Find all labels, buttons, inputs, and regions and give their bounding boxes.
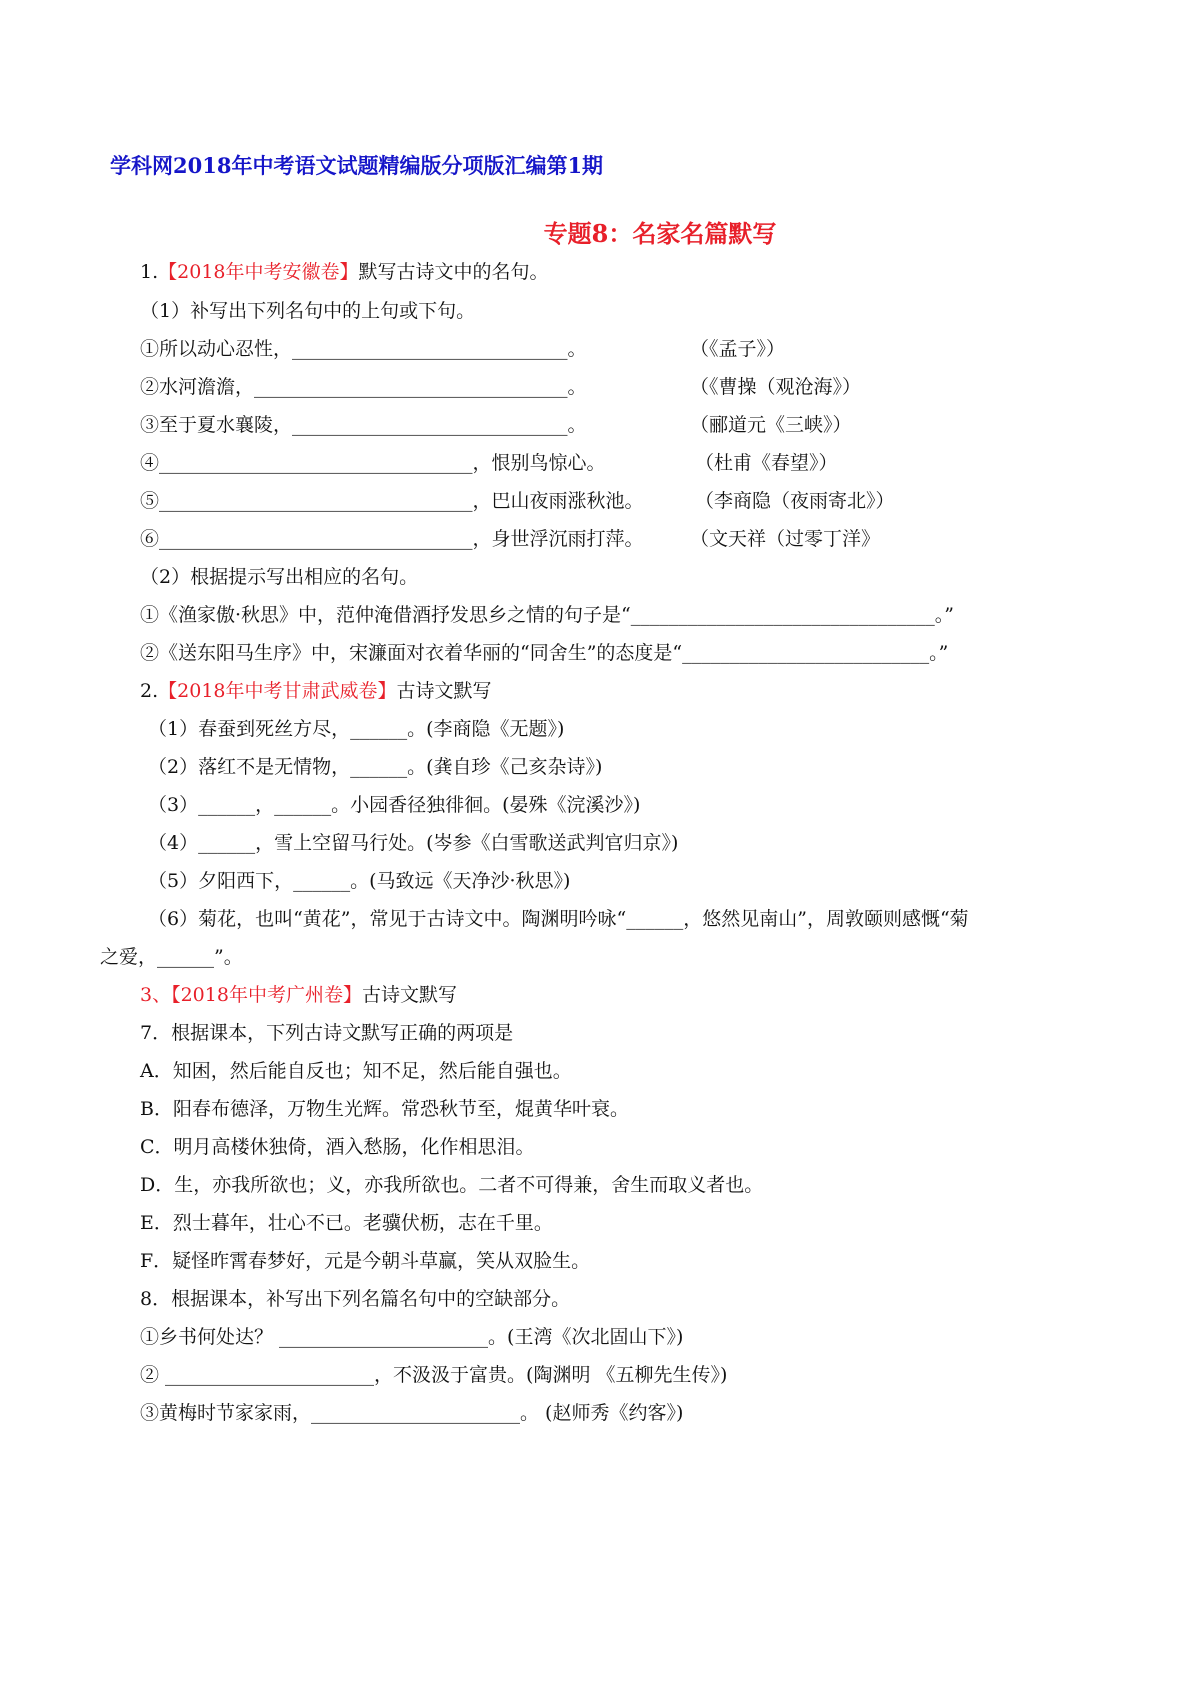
q1-item-6-source: （文天祥（过零丁洋》 bbox=[690, 528, 881, 550]
q7-option-c: C．明月高楼休独倚，酒入愁肠，化作相思泪。 bbox=[140, 1136, 535, 1158]
q1-item-5-source: （李商隐（夜雨寄北》） bbox=[695, 490, 895, 512]
q1-item-3: ③至于夏水襄陵，_____________________________。 bbox=[140, 414, 587, 436]
q1-part2-item-1: ①《渔家傲·秋思》中，范仲淹借酒抒发思乡之情的句子是“________________________________。” bbox=[140, 604, 954, 626]
q1-item-2-source: （《曹操（观沧海》） bbox=[690, 376, 862, 398]
question-2-tag: 【2018年中考甘肃武威卷】 bbox=[158, 680, 397, 702]
q2-item-6-continued: 之爱，______”。 bbox=[100, 946, 243, 968]
q1-item-2: ②水河澹澹，_________________________________。 bbox=[140, 376, 587, 398]
q8-item-1: ①乡书何处达？ ______________________。(王湾《次北固山下》) bbox=[140, 1326, 684, 1348]
q2-item-5: （5）夕阳西下，______。(马致远《天净沙·秋思》) bbox=[148, 870, 571, 892]
q7-option-d: D．生，亦我所欲也；义，亦我所欲也。二者不可得兼，舍生而取义者也。 bbox=[140, 1174, 764, 1196]
q2-item-1: （1）春蚕到死丝方尽，______。(李商隐《无题》) bbox=[148, 718, 565, 740]
q3-question-7: 7．根据课本，下列古诗文默写正确的两项是 bbox=[140, 1022, 514, 1044]
q8-item-2: ② ______________________，不汲汲于富贵。(陶渊明 《五柳先生传》) bbox=[140, 1364, 728, 1386]
q2-item-6: （6）菊花，也叫“黄花”，常见于古诗文中。陶渊明吟咏“______，悠然见南山”，周敦颐则感慨“菊 bbox=[148, 908, 969, 930]
collection-header: 学科网2018年中考语文试题精编版分项版汇编第1期 bbox=[110, 153, 604, 178]
q1-item-4: ④_________________________________，恨别鸟惊心。 bbox=[140, 452, 606, 474]
q7-option-e: E．烈士暮年，壮心不已。老骥伏枥，志在千里。 bbox=[140, 1212, 553, 1234]
q1-part2-item-2: ②《送东阳马生序》中，宋濂面对衣着华丽的“同舍生”的态度是“__________________________。” bbox=[140, 642, 949, 664]
q8-item-3: ③黄梅时节家家雨，______________________。 (赵师秀《约客》) bbox=[140, 1402, 684, 1424]
q7-option-b: B．阳春布德泽，万物生光辉。常恐秋节至，焜黄华叶衰。 bbox=[140, 1098, 629, 1120]
q3-question-8: 8．根据课本，补写出下列名篇名句中的空缺部分。 bbox=[140, 1288, 571, 1310]
question-1-tag: 【2018年中考安徽卷】 bbox=[158, 261, 359, 283]
q2-item-3: （3）______，______。小园香径独徘徊。(晏殊《浣溪沙》) bbox=[148, 794, 641, 816]
q1-part-1: （1）补写出下列名句中的上句或下句。 bbox=[140, 300, 476, 322]
question-3-tag: 【2018年中考广州卷】 bbox=[171, 984, 362, 1006]
q2-item-2: （2）落红不是无情物，______。(龚自珍《己亥杂诗》) bbox=[148, 756, 603, 778]
question-1-heading: 1.【2018年中考安徽卷】默写古诗文中的名句。 bbox=[140, 261, 549, 283]
q7-option-f: F．疑怪昨霄春梦好，元是今朝斗草赢，笑从双脸生。 bbox=[140, 1250, 591, 1272]
topic-title: 专题8：名家名篇默写 bbox=[543, 219, 777, 248]
q1-item-1: ①所以动心忍性，_____________________________。 bbox=[140, 338, 587, 360]
q7-option-a: A．知困，然后能自反也；知不足，然后能自强也。 bbox=[140, 1060, 572, 1082]
q1-item-4-source: （杜甫《春望》） bbox=[695, 452, 838, 474]
question-3-heading: 3、【2018年中考广州卷】古诗文默写 bbox=[140, 984, 457, 1006]
q1-part-2: （2）根据提示写出相应的名句。 bbox=[140, 566, 419, 588]
q1-item-5: ⑤_________________________________，巴山夜雨涨秋池。 bbox=[140, 490, 644, 512]
q1-item-6: ⑥_________________________________，身世浮沉雨打萍。 bbox=[140, 528, 644, 550]
question-2-heading: 2.【2018年中考甘肃武威卷】古诗文默写 bbox=[140, 680, 492, 702]
q1-item-1-source: （《孟子》） bbox=[690, 338, 786, 360]
q2-item-4: （4）______，雪上空留马行处。(岑参《白雪歌送武判官归京》) bbox=[148, 832, 679, 854]
q1-item-3-source: （郦道元《三峡》） bbox=[690, 414, 852, 436]
